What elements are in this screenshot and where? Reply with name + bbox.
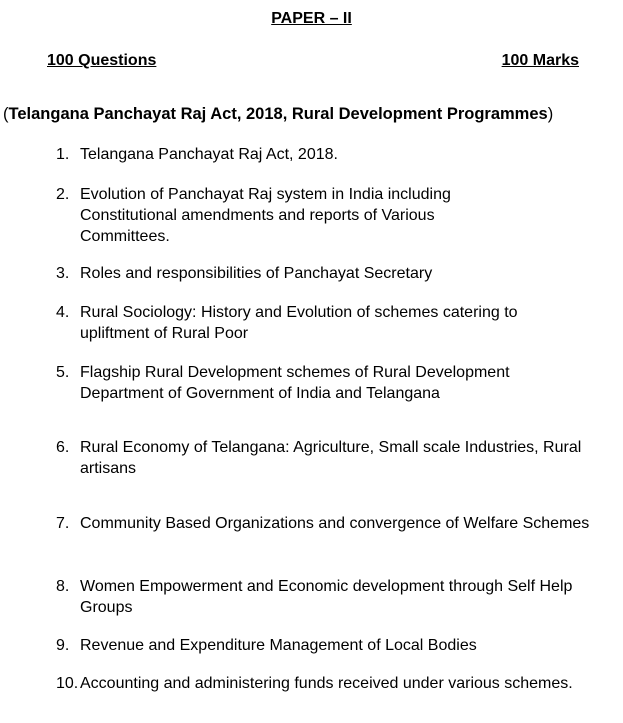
subtitle-close-paren: ) (547, 105, 554, 123)
topic-number: 4. (56, 304, 70, 321)
topic-item (56, 144, 616, 165)
topic-item (56, 513, 616, 534)
topic-number: 5. (56, 364, 70, 381)
topic-text: Evolution of Panchayat Raj system in India including Constitutional amendments and reports of Various Committees. (80, 186, 451, 245)
subtitle-text: Telangana Panchayat Raj Act, 2018, Rural Development Programmes (8, 105, 548, 123)
meta-row (47, 51, 579, 71)
topic-text: Community Based Organizations and convergence of Welfare Schemes (80, 515, 590, 532)
topic-item (56, 673, 616, 694)
topic-text: Telangana Panchayat Raj Act, 2018. (80, 146, 338, 163)
subtitle-open-paren: ( (3, 105, 9, 123)
marks-total: 100 Marks (501, 52, 579, 69)
topic-item (56, 302, 616, 344)
topic-number: 1. (56, 146, 70, 163)
topic-text: Roles and responsibilities of Panchayat Secretary (80, 265, 433, 282)
topic-item (56, 576, 616, 618)
topic-number: 2. (56, 186, 70, 203)
topic-text: Accounting and administering funds received under various schemes. (80, 675, 573, 692)
topic-number: 6. (56, 439, 70, 456)
topic-number: 3. (56, 265, 70, 282)
topic-item (56, 362, 616, 404)
topic-text: Rural Sociology: History and Evolution of schemes catering to upliftment of Rural Poor (80, 304, 518, 342)
topic-number: 7. (56, 515, 70, 532)
paper-title: PAPER – II (271, 10, 352, 27)
topic-text: Flagship Rural Development schemes of Rural Development Department of Government of India and Telangana (80, 364, 510, 402)
topic-item (56, 263, 616, 284)
questions-count: 100 Questions (47, 52, 157, 69)
topic-text: Women Empowerment and Economic development through Self Help Groups (80, 578, 573, 616)
topic-number: 9. (56, 637, 70, 654)
paper-subtitle (3, 104, 553, 124)
topic-number: 10. (56, 675, 79, 692)
topic-number: 8. (56, 578, 70, 595)
topic-item (56, 437, 616, 479)
topic-text: Revenue and Expenditure Management of Local Bodies (80, 637, 477, 654)
topic-item (56, 184, 616, 247)
topic-text: Rural Economy of Telangana: Agriculture, Small scale Industries, Rural artisans (80, 439, 582, 477)
topic-item (56, 635, 616, 656)
